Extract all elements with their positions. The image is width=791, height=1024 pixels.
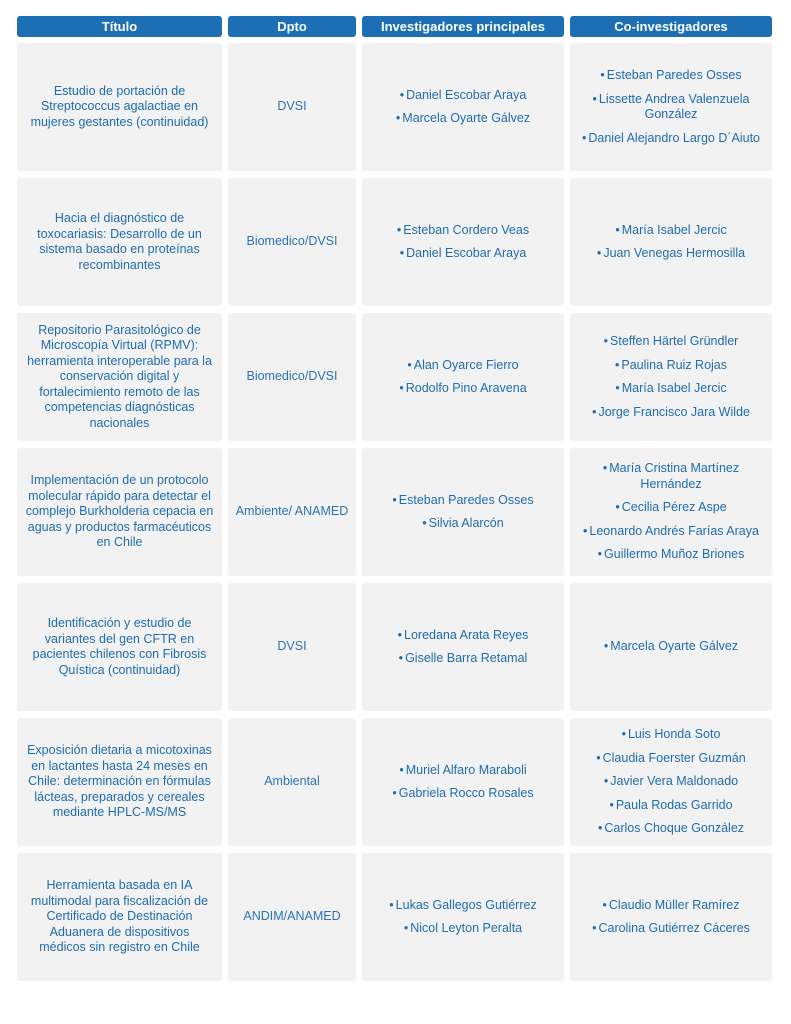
investigator-name: • Paulina Ruiz Rojas	[615, 358, 727, 374]
project-title: Identificación y estudio de variantes del gen CFTR en pacientes chilenos con Fibrosis Quística (continuidad)	[17, 583, 222, 711]
table-row	[17, 178, 773, 306]
investigator-name: • Claudio Müller Ramírez	[603, 898, 740, 914]
header-titulo: Título	[17, 16, 222, 37]
table-row	[17, 448, 773, 576]
co-investigators	[570, 448, 772, 576]
project-title: Repositorio Parasitológico de Microscopía Virtual (RPMV): herramienta interoperable para la conservación digital y fortalecimiento remoto de las competencias diagnósticas nacionales	[17, 313, 222, 441]
investigator-name: • Guillermo Muñoz Briones	[598, 547, 745, 563]
header-investigadores: Investigadores principales	[362, 16, 564, 37]
table-row	[17, 718, 773, 846]
investigator-name: • Carlos Choque González	[598, 821, 744, 837]
project-dpto: ANDIM/ANAMED	[228, 853, 356, 981]
table-header	[17, 16, 773, 37]
investigator-name: • Silvia Alarcón	[422, 516, 503, 532]
header-dpto: Dpto	[228, 16, 356, 37]
project-dpto: Biomedico/DVSI	[228, 313, 356, 441]
investigator-name: • Jorge Francisco Jara Wilde	[592, 405, 750, 421]
investigator-name: • María Isabel Jercic	[615, 223, 726, 239]
investigator-name: • Leonardo Andrés Farías Araya	[583, 524, 759, 540]
principal-investigators	[362, 448, 564, 576]
principal-investigators	[362, 43, 564, 171]
header-coinvestigadores: Co-investigadores	[570, 16, 772, 37]
co-investigators	[570, 313, 772, 441]
table-row	[17, 853, 773, 981]
investigator-name: • Daniel Escobar Araya	[400, 246, 527, 262]
investigator-name: • Lissette Andrea Valenzuela González	[576, 92, 766, 123]
investigator-name: • Gabriela Rocco Rosales	[392, 786, 533, 802]
principal-investigators	[362, 178, 564, 306]
table-row	[17, 43, 773, 171]
investigator-name: • Rodolfo Pino Aravena	[399, 381, 526, 397]
investigator-name: • Marcela Oyarte Gálvez	[604, 639, 738, 655]
investigator-name: • Javier Vera Maldonado	[604, 774, 738, 790]
co-investigators	[570, 43, 772, 171]
principal-investigators	[362, 583, 564, 711]
principal-investigators	[362, 313, 564, 441]
projects-table	[17, 16, 773, 988]
investigator-name: • Daniel Alejandro Largo D´Aiuto	[582, 131, 760, 147]
investigator-name: • Juan Venegas Hermosilla	[597, 246, 745, 262]
investigator-name: • Esteban Paredes Osses	[600, 68, 741, 84]
project-title: Herramienta basada en IA multimodal para fiscalización de Certificado de Destinación Aduanera de dispositivos médicos sin registro en Chile	[17, 853, 222, 981]
project-dpto: DVSI	[228, 43, 356, 171]
investigator-name: • Claudia Foerster Guzmán	[596, 751, 746, 767]
investigator-name: • Loredana Arata Reyes	[398, 628, 529, 644]
investigator-name: • Luis Honda Soto	[622, 727, 721, 743]
investigator-name: • Lukas Gallegos Gutiérrez	[389, 898, 536, 914]
investigator-name: • Paula Rodas Garrido	[609, 798, 732, 814]
investigator-name: • Nicol Leyton Peralta	[404, 921, 522, 937]
investigator-name: • Steffen Härtel Gründler	[604, 334, 739, 350]
investigator-name: • Marcela Oyarte Gálvez	[396, 111, 530, 127]
principal-investigators	[362, 853, 564, 981]
investigator-name: • Esteban Paredes Osses	[392, 493, 533, 509]
project-title: Exposición dietaria a micotoxinas en lactantes hasta 24 meses en Chile: determinación en fórmulas lácteas, preparados y cereales mediante HPLC-MS/MS	[17, 718, 222, 846]
investigator-name: • María Cristina Martínez Hernández	[576, 461, 766, 492]
table-body	[17, 43, 773, 981]
project-dpto: DVSI	[228, 583, 356, 711]
co-investigators	[570, 853, 772, 981]
table-row	[17, 583, 773, 711]
project-title: Implementación de un protocolo molecular rápido para detectar el complejo Burkholderia cepacia en aguas y productos farmacéuticos en Chile	[17, 448, 222, 576]
project-title: Estudio de portación de Streptococcus agalactiae en mujeres gestantes (continuidad)	[17, 43, 222, 171]
table-row	[17, 313, 773, 441]
co-investigators	[570, 178, 772, 306]
investigator-name: • Daniel Escobar Araya	[400, 88, 527, 104]
co-investigators	[570, 583, 772, 711]
investigator-name: • Esteban Cordero Veas	[397, 223, 529, 239]
investigator-name: • Cecilia Pérez Aspe	[615, 500, 726, 516]
project-dpto: Biomedico/DVSI	[228, 178, 356, 306]
project-dpto: Ambiental	[228, 718, 356, 846]
investigator-name: • María Isabel Jercic	[615, 381, 726, 397]
investigator-name: • Alan Oyarce Fierro	[407, 358, 518, 374]
investigator-name: • Carolina Gutiérrez Cáceres	[592, 921, 750, 937]
investigator-name: • Muriel Alfaro Maraboli	[399, 763, 526, 779]
project-dpto: Ambiente/ ANAMED	[228, 448, 356, 576]
investigator-name: • Giselle Barra Retamal	[399, 651, 528, 667]
project-title: Hacia el diagnóstico de toxocariasis: Desarrollo de un sistema basado en proteínas recombinantes	[17, 178, 222, 306]
principal-investigators	[362, 718, 564, 846]
co-investigators	[570, 718, 772, 846]
